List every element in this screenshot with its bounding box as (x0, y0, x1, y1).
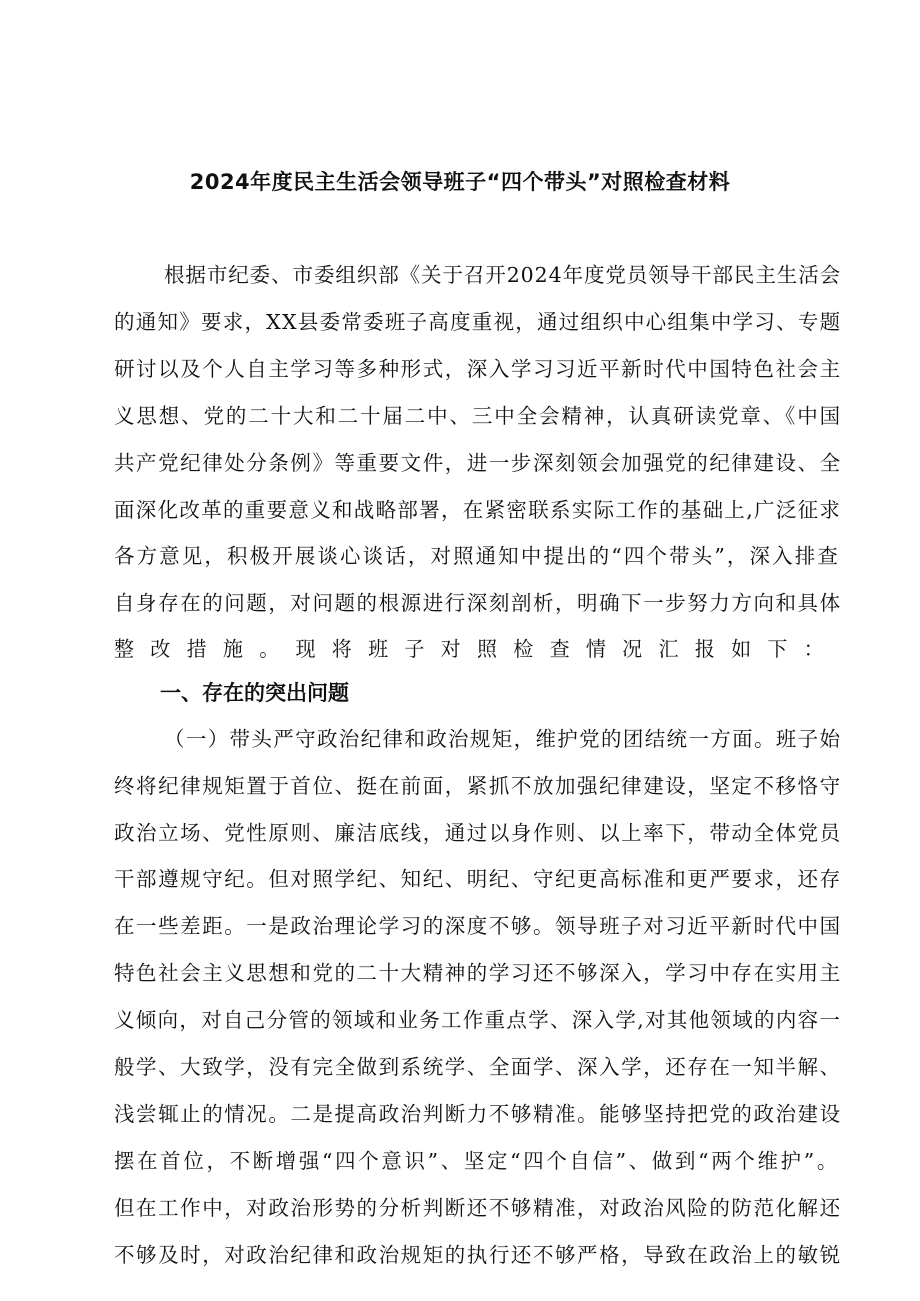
intro-line: 共产党纪律处分条例》等重要文件，进一步深刻领会加强党的纪律建设、全 (114, 451, 842, 475)
section-heading: 一、存在的突出问题 (160, 681, 349, 705)
body-line: 特色社会主义思想和党的二十大精神的学习还不够深入，学习中存在实用主 (114, 961, 842, 985)
intro-line: 的通知》要求，XX县委常委班子高度重视，通过组织中心组集中学习、专题 (114, 310, 842, 334)
body-line: 义倾向，对自己分管的领域和业务工作重点学、深入学,对其他领域的内容一 (114, 1008, 842, 1032)
body-line: 政治立场、党性原则、廉洁底线，通过以身作则、以上率下，带动全体党员 (114, 821, 842, 845)
intro-line: 义思想、党的二十大和二十届二中、三中全会精神，认真研读党章、《中国 (114, 404, 842, 428)
document-title: 2024年度民主生活会领导班子“四个带头”对照检查材料 (189, 170, 731, 194)
body-line: 但在工作中，对政治形势的分析判断还不够精准，对政治风险的防范化解还 (114, 1196, 842, 1220)
body-line: 般学、大致学，没有完全做到系统学、全面学、深入学，还存在一知半解、 (114, 1055, 842, 1079)
body-line: （一）带头严守政治纪律和政治规矩，维护党的团结统一方面。班子始 (164, 727, 842, 751)
body-line: 在一些差距。一是政治理论学习的深度不够。领导班子对习近平新时代中国 (114, 914, 842, 938)
intro-line: 整改措施。现将班子对照检查情况汇报如下： (114, 637, 840, 661)
body-line: 不够及时，对政治纪律和政治规矩的执行还不够严格，导致在政治上的敏锐 (114, 1243, 842, 1267)
intro-line: 各方意见，积极开展谈心谈话，对照通知中提出的“四个带头”，深入排查 (114, 544, 840, 568)
intro-line: 研讨以及个人自主学习等多种形式，深入学习习近平新时代中国特色社会主 (114, 357, 842, 381)
body-line: 浅尝辄止的情况。二是提高政治判断力不够精准。能够坚持把党的政治建设 (114, 1102, 842, 1126)
intro-line: 根据市纪委、市委组织部《关于召开2024年度党员领导干部民主生活会 (164, 263, 842, 287)
body-line: 摆在首位，不断增强“四个意识”、坚定“四个自信”、做到“两个维护”。 (114, 1149, 840, 1173)
intro-line: 面深化改革的重要意义和战略部署，在紧密联系实际工作的基础上,广泛征求 (114, 498, 842, 522)
intro-line: 自身存在的问题，对问题的根源进行深刻剖析，明确下一步努力方向和具体 (114, 591, 842, 615)
body-line: 干部遵规守纪。但对照学纪、知纪、明纪、守纪更高标准和更严要求，还存 (114, 867, 842, 891)
body-line: 终将纪律规矩置于首位、挺在前面，紧抓不放加强纪律建设，坚定不移恪守 (114, 774, 842, 798)
